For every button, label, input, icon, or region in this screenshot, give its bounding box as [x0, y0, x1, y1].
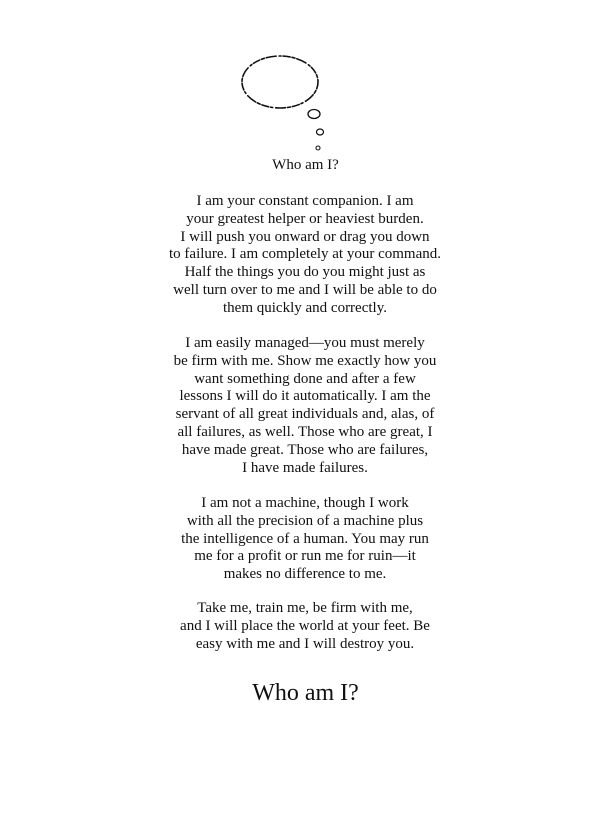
stanza-line: servant of all great individuals and, alas, of: [175, 406, 435, 423]
stanza-line: I am not a machine, though I work: [201, 495, 409, 511]
stanza-line: me for a profit or run me for ruin—it: [194, 548, 416, 565]
stanza-line: to failure. I am completely at your command.: [169, 246, 441, 263]
intro-title: Who am I?: [272, 157, 339, 173]
stanza-line: I have made failures.: [242, 459, 368, 476]
stanza-line: have made great. Those who are failures,: [181, 441, 429, 458]
stanza-4: [130, 600, 480, 653]
stanza-line: easy with me and I will destroy you.: [195, 635, 415, 652]
closing-title: Who am I?: [252, 680, 359, 706]
stanza-line: with all the precision of a machine plus: [186, 512, 424, 529]
stanza-line: all failures, as well. Those who are great, I: [177, 423, 433, 440]
stanza-line: want something done and after a few: [194, 370, 416, 387]
stanza-line: and I will place the world at your feet. Be: [180, 617, 430, 634]
stanza-2: [130, 335, 480, 477]
stanza-line: I am your constant companion. I am: [196, 193, 414, 209]
stanza-line: Half the things you do you might just as: [184, 264, 426, 281]
stanza-1: [130, 193, 480, 318]
stanza-line: the intelligence of a human. You may run: [181, 530, 429, 547]
stanza-line: be firm with me. Show me exactly how you: [173, 352, 437, 369]
stanza-3: [130, 495, 480, 584]
stanza-line: Take me, train me, be firm with me,: [197, 600, 413, 616]
stanza-line: makes no difference to me.: [223, 566, 387, 583]
thought-bubble-icon: [232, 48, 342, 158]
stanza-line: I am easily managed—you must merely: [185, 335, 425, 351]
stanza-line: your greatest helper or heaviest burden.: [186, 210, 424, 227]
stanza-line: well turn over to me and I will be able to do: [173, 281, 437, 298]
stanza-line: them quickly and correctly.: [223, 299, 387, 316]
stanza-line: I will push you onward or drag you down: [180, 228, 430, 245]
stanza-line: lessons I will do it automatically. I am the: [179, 388, 431, 405]
